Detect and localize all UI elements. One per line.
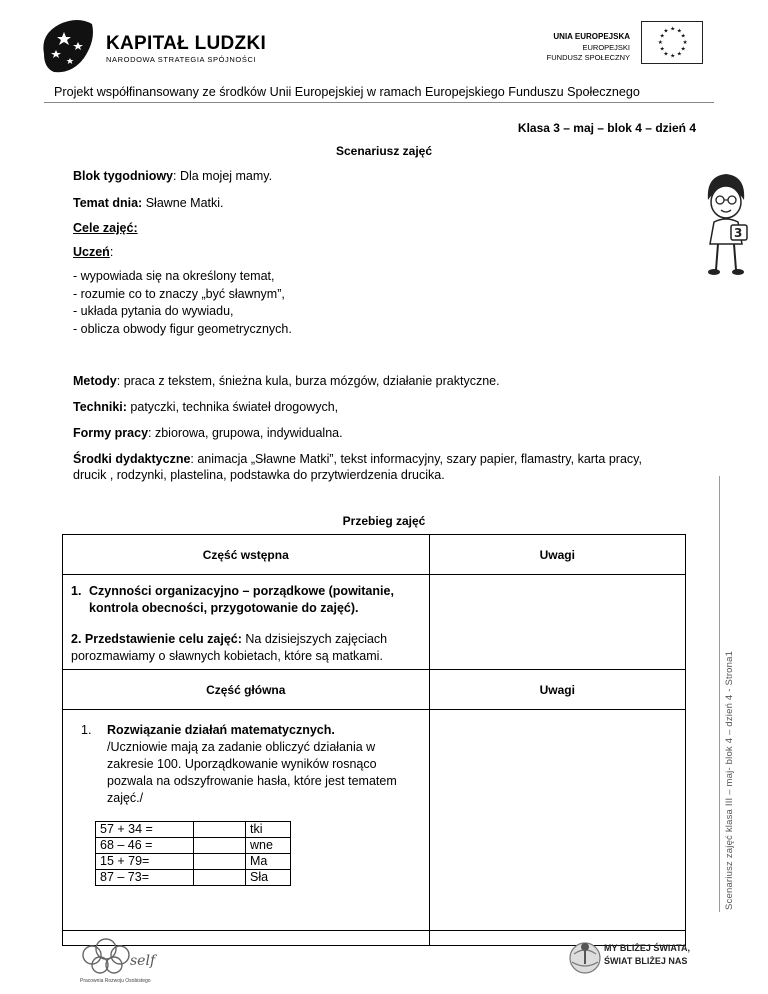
- mascot-number: 3: [734, 226, 743, 240]
- methods-value: : praca z tekstem, śnieżna kula, burza mózgów, działanie praktyczne.: [116, 374, 500, 388]
- techniques-value: patyczki, technika świateł drogowych,: [126, 400, 339, 414]
- work-forms-line: [73, 426, 343, 440]
- list-item: - rozumie co to znaczy „być sławnym”,: [73, 286, 285, 301]
- didactic-means-line: [73, 452, 642, 466]
- didactic-means-label: Środki dydaktyczne: [73, 452, 191, 466]
- lesson-table: [62, 534, 686, 946]
- table-row: [96, 838, 291, 854]
- math-syllable: Sła: [246, 870, 291, 886]
- goals-heading: [73, 221, 138, 235]
- eu-flag-icon: [641, 21, 703, 64]
- main-item-1-line: zakresie 100. Uporządkowanie wyników rosnąco: [107, 757, 377, 771]
- math-syllable: wne: [246, 838, 291, 854]
- my-line-1: MY BLIŻEJ ŚWIATA,: [604, 943, 691, 953]
- math-syllable: Ma: [246, 854, 291, 870]
- svg-text:★: ★: [659, 46, 665, 53]
- header-divider: [44, 102, 714, 103]
- main-item-1: [75, 722, 421, 807]
- topic-value: Sławne Matki.: [142, 196, 224, 210]
- goals-list: [73, 268, 292, 338]
- ue-text-block: [547, 32, 630, 64]
- footer-divider: [62, 930, 686, 931]
- math-table: [95, 821, 291, 886]
- intro-part-cell: [63, 575, 430, 670]
- svg-text:★: ★: [680, 46, 686, 53]
- svg-text:★: ★: [670, 26, 676, 33]
- math-expr: 15 + 79=: [96, 854, 194, 870]
- intro-item-1: [71, 583, 423, 617]
- goals-label: Cele zajęć:: [73, 221, 138, 235]
- svg-text:★: ★: [657, 39, 663, 46]
- svg-text:★: ★: [676, 51, 682, 58]
- intro-item-2-text: Na dzisiejszych zajęciach: [241, 632, 388, 646]
- intro-item-1-num: 1.: [71, 584, 82, 598]
- math-result: [194, 822, 246, 838]
- intro-item-1-line-1: Czynności organizacyjno – porządkowe (powitanie,: [89, 584, 394, 598]
- self-caption: Pracownia Rozwoju Osobistego: [80, 978, 151, 984]
- student-label: Uczeń: [73, 245, 110, 259]
- list-item: - układa pytania do wywiadu,: [73, 304, 234, 318]
- table-row: [96, 822, 291, 838]
- my-line-2: ŚWIAT BLIŻEJ NAS: [604, 956, 688, 966]
- ue-line-3: FUNDUSZ SPOŁECZNY: [546, 53, 630, 62]
- topic-label: Temat dnia:: [73, 196, 143, 210]
- side-rule: [719, 476, 720, 912]
- ue-line-2: EUROPEJSKI: [582, 42, 630, 52]
- side-page-label: Scenariusz zajęć klasa III – maj- blok 4 – dzień 4 - Strona1: [724, 650, 735, 910]
- svg-text:★: ★: [659, 33, 665, 40]
- document-title: Scenariusz zajęć: [335, 144, 433, 158]
- lesson-course-title: Przebieg zajęć: [342, 514, 426, 528]
- weekly-block-label: Blok tygodniowy: [73, 169, 173, 183]
- work-forms-label: Formy pracy: [73, 426, 149, 440]
- math-result: [194, 870, 246, 886]
- math-result: [194, 838, 246, 854]
- intro-part-header: Część wstępna: [63, 535, 430, 575]
- my-blizej-swiata-logo-icon: [566, 938, 604, 978]
- math-result: [194, 854, 246, 870]
- methods-label: Metody: [73, 374, 117, 388]
- math-expr: 57 + 34 =: [96, 822, 194, 838]
- techniques-line: [73, 400, 338, 414]
- weekly-block-line: [73, 169, 272, 183]
- main-item-1-line: /Uczniowie mają za zadanie obliczyć działania w: [107, 740, 376, 754]
- intro-item-2: [71, 631, 423, 665]
- svg-text:★: ★: [663, 51, 669, 58]
- weekly-block-value: : Dla mojej mamy.: [173, 169, 273, 183]
- svg-text:★: ★: [663, 28, 669, 35]
- math-syllable: tki: [246, 822, 291, 838]
- methods-line: [73, 374, 500, 388]
- project-funding-line: Projekt współfinansowany ze środków Unii Europejskiej w ramach Europejskiego Funduszu Społecznego: [54, 85, 640, 99]
- topic-line: [73, 196, 224, 210]
- main-item-1-title: Rozwiązanie działań matematycznych.: [107, 723, 335, 737]
- notes-cell-2: [429, 710, 686, 946]
- notes-header-2: Uwagi: [429, 670, 686, 710]
- main-part-cell: [63, 710, 430, 946]
- kapital-ludzki-subtitle: NARODOWA STRATEGIA SPÓJNOŚCI: [106, 55, 257, 64]
- intro-item-2-text-2: porozmawiamy o sławnych kobietach, które są matkami.: [71, 649, 383, 663]
- list-item: - oblicza obwody figur geometrycznych.: [73, 321, 292, 336]
- table-row: [96, 854, 291, 870]
- kapital-ludzki-title: KAPITAŁ LUDZKI: [106, 33, 267, 54]
- work-forms-value: : zbiorowa, grupowa, indywidualna.: [148, 426, 343, 440]
- student-heading: [73, 245, 113, 259]
- didactic-means-line-2: drucik , rodzynki, plastelina, podstawka do przytwierdzenia drucika.: [73, 468, 445, 482]
- math-expr: 87 – 73=: [96, 870, 194, 886]
- svg-text:★: ★: [676, 28, 682, 35]
- kapital-ludzki-logo-icon: [38, 14, 98, 78]
- list-item: - wypowiada się na określony temat,: [73, 269, 275, 283]
- main-part-header: Część główna: [63, 670, 430, 710]
- notes-cell-1: [429, 575, 686, 670]
- techniques-label: Techniki:: [73, 400, 127, 414]
- svg-text:★: ★: [680, 33, 686, 40]
- main-item-1-line: pozwala na odszyfrowanie hasła, które jest tematem: [107, 774, 397, 788]
- math-expr: 68 – 46 =: [96, 838, 194, 854]
- main-item-1-line: zajęć./: [107, 791, 144, 805]
- main-item-1-num: 1.: [81, 723, 92, 737]
- intro-item-2-label: 2. Przedstawienie celu zajęć:: [71, 632, 242, 646]
- class-info: Klasa 3 – maj – blok 4 – dzień 4: [517, 121, 696, 135]
- my-blizej-swiata-text: [604, 942, 690, 968]
- ue-line-1: UNIA EUROPEJSKA: [553, 32, 630, 41]
- student-colon: :: [109, 245, 114, 259]
- didactic-means-value: : animacja „Sławne Matki”, tekst informacyjny, szary papier, flamastry, karta pracy,: [190, 452, 642, 466]
- table-row: [96, 870, 291, 886]
- girl-mascot-icon: [698, 170, 754, 278]
- svg-text:★: ★: [670, 53, 676, 60]
- intro-item-1-line-2: kontrola obecności, przygotowanie do zajęć).: [89, 601, 359, 615]
- svg-text:★: ★: [682, 39, 688, 46]
- svg-text:self: self: [130, 953, 156, 969]
- notes-header-1: Uwagi: [429, 535, 686, 575]
